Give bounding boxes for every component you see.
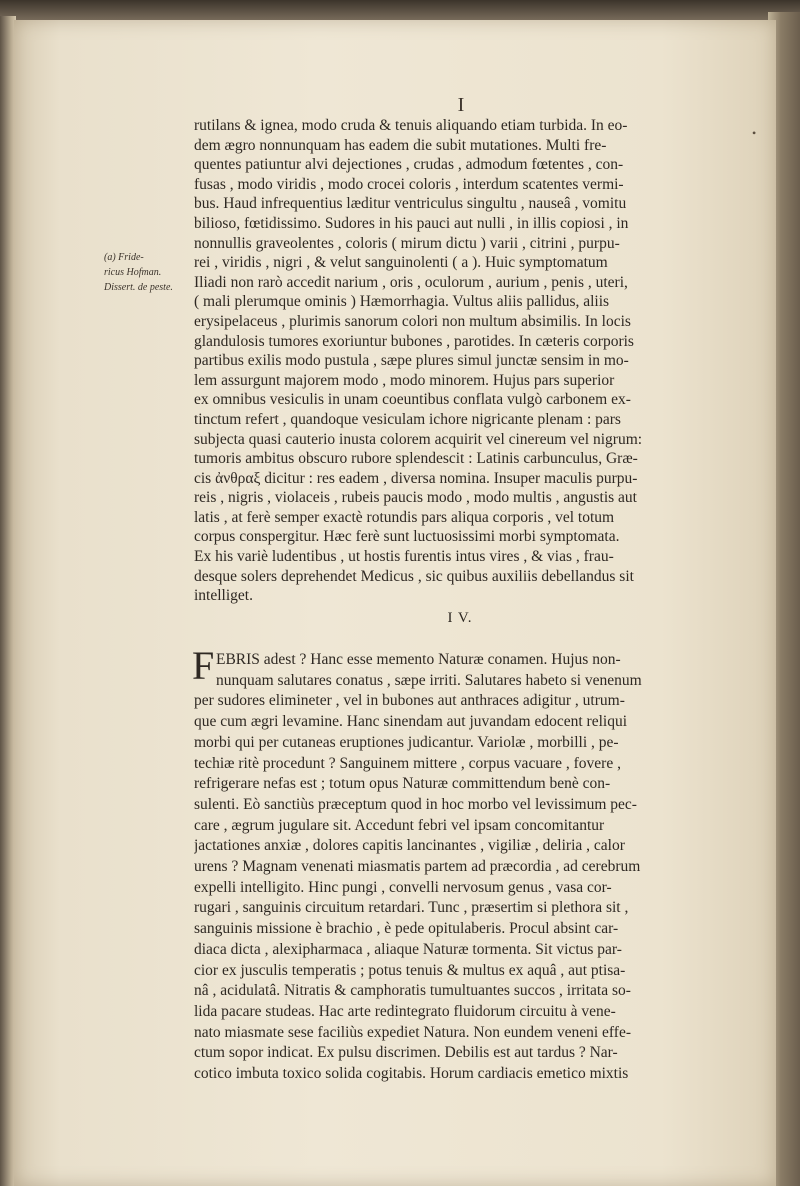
marginal-note-line: ricus Hofman.	[104, 267, 162, 278]
text-line: ex omnibus vesiculis in unam coeuntibus conflata vulgò carbonem ex-	[194, 391, 631, 409]
text-line: subjecta quasi cauterio inusta colorem acquirit vel cinereum vel nigrum:	[194, 430, 643, 448]
text-line: cior ex jusculis temperatis ; potus tenuis & multus ex aquâ , aut ptisa-	[194, 961, 626, 979]
text-line: techiæ ritè procedunt ? Sanguinem mittere , corpus vacuare , fovere ,	[194, 754, 621, 772]
text-line: EBRIS adest ? Hanc esse memento Naturæ conamen. Hujus non-	[216, 651, 621, 668]
text-line: refrigerare nefas est ; totum opus Naturæ committendum benè con-	[194, 775, 611, 793]
section-heading: I V.	[447, 610, 473, 626]
text-line: glandulosis tumores exoriuntur bubones , parotides. In cæteris corporis	[194, 332, 634, 350]
text-line: per sudores elimineter , vel in bubones aut anthraces adigitur , utrum-	[194, 692, 625, 710]
text-line: cis ἀνθραξ dicitur : res eadem , diversa nomina. Insuper maculis purpu-	[194, 469, 638, 487]
text-line: lem assurgunt majorem modo , modo minorem. Hujus pars superior	[194, 371, 615, 389]
text-line: partibus exilis modo pustula , sæpe plures simul junctæ sensim in mo-	[194, 352, 629, 370]
text-line: dem ægro nonnunquam has eadem die subit mutationes. Multi fre-	[194, 136, 607, 154]
text-line: nato miasmate sese faciliùs expediet Natura. Non eundem veneni effe-	[194, 1023, 631, 1041]
text-line: reis , nigris , violaceis , rubeis paucis modo , modo multis , angustis aut	[194, 489, 637, 507]
text-line: quentes patiuntur alvi dejectiones , crudas , admodum fœtentes , con-	[194, 156, 624, 174]
text-line: que cum ægri levamine. Hanc sinendam aut juvandam edocent reliqui	[194, 713, 628, 731]
text-line: desque solers deprehendet Medicus , sic quibus auxiliis debellandus sit	[194, 567, 634, 585]
text-line: jactationes anxiæ , dolores capitis lancinantes , vigiliæ , deliria , calor	[194, 837, 625, 855]
drop-cap: F	[192, 643, 215, 688]
text-line: expelli intelligito. Hinc pungi , convelli nervosum genus , vasa cor-	[194, 878, 612, 896]
text-line: ( mali plerumque ominis ) Hæmorrhagia. Vultus aliis pallidus, aliis	[194, 293, 610, 311]
paragraph-symptoms	[194, 116, 714, 606]
marginal-note	[104, 250, 188, 295]
text-line: care , ægrum jugulare sit. Accedunt febri vel ipsam concomitantur	[194, 816, 605, 834]
text-line: latis , at ferè semper exactè rotundis pars aliqua corporis , vel totum	[194, 508, 615, 526]
text-line: diaca dicta , alexipharmaca , aliaque Naturæ tormenta. Sit victus par-	[194, 940, 622, 958]
text-line: cotico imbuta toxico solida cogitabis. Horum cardiacis emetico mixtis	[194, 1065, 629, 1083]
text-line: nonnullis graveolentes , coloris ( mirum dictu ) varii , citrini , purpu-	[194, 234, 620, 252]
text-line: nâ , acidulatâ. Nitratis & camphoratis tumultuantes succos , irritata so-	[194, 982, 631, 1000]
text-line: sanguinis missione è brachio , è pede opitulaberis. Procul absint car-	[194, 920, 619, 938]
paragraph-febris	[194, 650, 714, 1085]
text-line: Iliadi non rarò accedit narium , oris , oculorum , aurium , penis , uteri,	[194, 273, 628, 291]
page-number: I	[457, 94, 465, 116]
text-line: erysipelaceus , plurimis sanorum colori non multum absimilis. In locis	[194, 312, 631, 330]
text-line: nunquam salutares conatus , sæpe irriti. Salutares habeto si venenum	[216, 671, 642, 689]
text-line: rei , viridis , nigri , & velut sanguinolenti ( a ). Huic symptomatum	[194, 254, 608, 272]
text-line: bilioso, fœtidissimo. Sudores in his pauci aut nulli , in illis copiosi , in	[194, 214, 629, 232]
text-line: rugari , sanguinis circuitum retardari. Tunc , præsertim si plethora sit ,	[194, 899, 629, 917]
text-line: morbi qui per cutaneas eruptiones judicantur. Variolæ , morbilli , pe-	[194, 733, 619, 751]
text-line: Ex his variè ludentibus , ut hostis furentis intus vires , & vias , frau-	[194, 548, 614, 566]
text-line: intelliget.	[194, 587, 253, 605]
text-line: rutilans & ignea, modo cruda & tenuis aliquando etiam turbida. In eo-	[194, 117, 628, 134]
top-binding-shadow	[0, 0, 800, 22]
text-line: ctum sopor indicat. Ex pulsu discrimen. Debilis est aut tardus ? Nar-	[194, 1044, 618, 1062]
text-line: bus. Haud infrequentius læditur ventriculus singultu , nauseâ , vomitu	[194, 195, 627, 213]
text-line: sulenti. Eò sanctiùs præceptum quod in hoc morbo vel levissimum pec-	[194, 795, 637, 813]
text-line: fusas , modo viridis , modo crocei coloris , interdum scatentes vermi-	[194, 175, 624, 193]
ink-mark: •	[752, 126, 757, 140]
text-line: urens ? Magnam venenati miasmatis partem ad præcordia , ad cerebrum	[194, 858, 641, 876]
marginal-note-line: (a) Fride-	[104, 252, 144, 263]
text-line: tumoris ambitus obscuro rubore splendescit : Latinis carbunculus, Græ-	[194, 450, 638, 468]
text-line: lida pacare studeas. Hac arte redintegrato fluidorum circuitu à vene-	[194, 1002, 616, 1020]
marginal-note-line: Dissert. de peste.	[104, 282, 173, 293]
text-line: corpus conspergitur. Hæc ferè sunt luctuosissimi morbi symptomata.	[194, 528, 620, 546]
text-line: tinctum refert , quandoque vesiculam ichore nigricante plenam : pars	[194, 410, 621, 428]
